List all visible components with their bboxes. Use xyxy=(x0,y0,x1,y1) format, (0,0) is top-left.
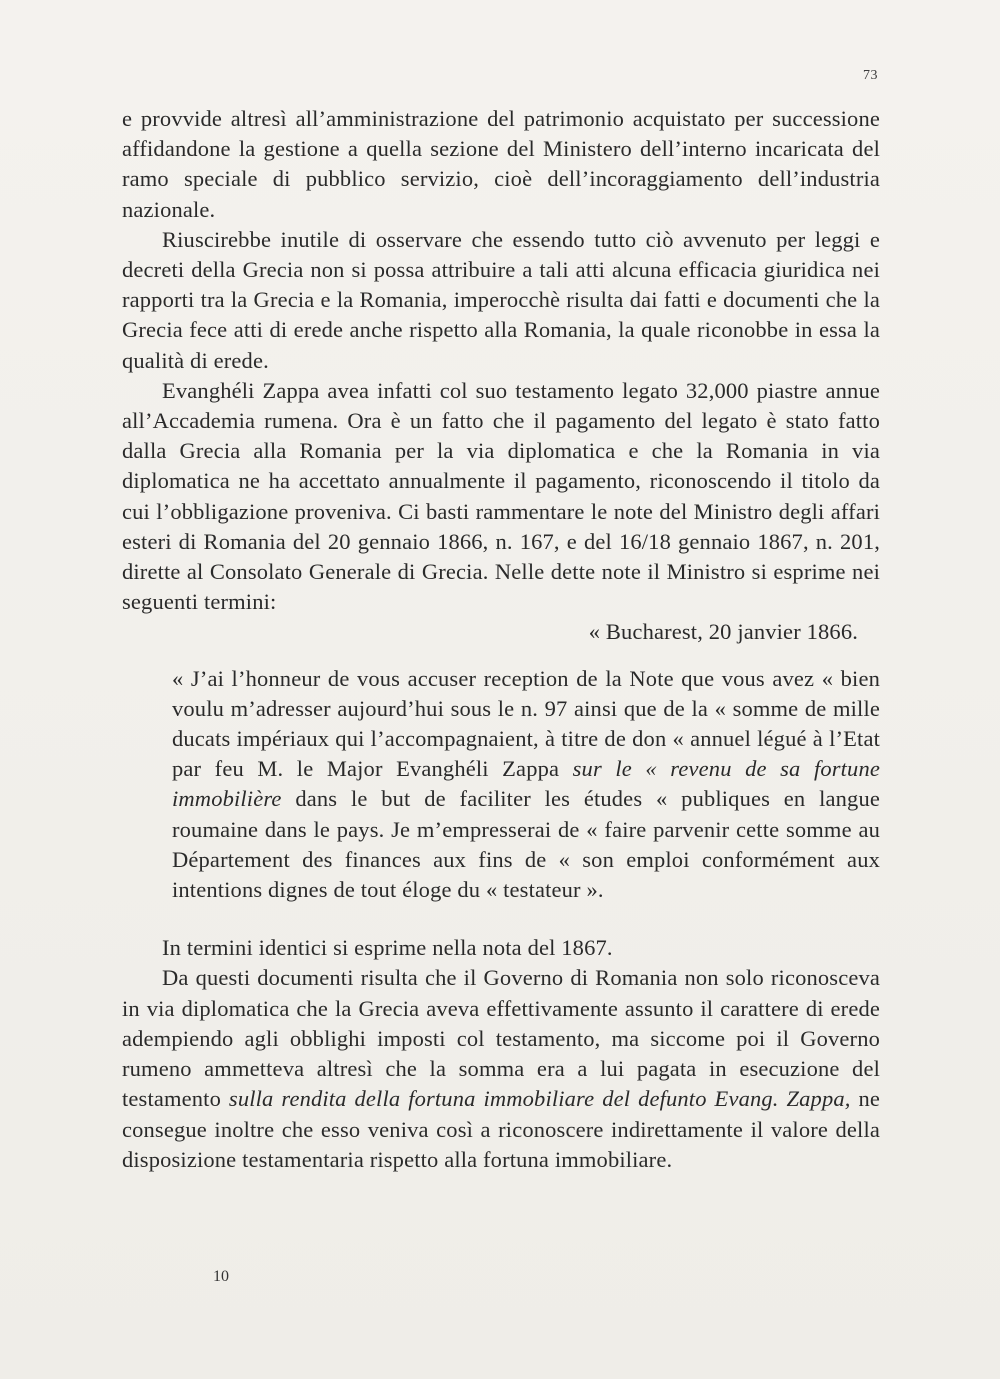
paragraph-4: In termini identici si esprime nella nota del 1867. xyxy=(162,935,613,961)
closing-section xyxy=(122,933,880,1175)
paragraph-5-part-2: ne consegue inoltre che esso veniva così a riconoscere indirettamente il valore della disposizione testamentaria rispetto alla fortuna immobiliare. xyxy=(122,1086,881,1172)
quote-text-part-1: « J’ai l’honneur de vous accuser reception de la Note que vous avez « bien voulu m’adresser aujourd’hui sous le n. 97 ainsi que de la « somme de mille ducats impériaux qui l’accompagnaient, à titre de don « annuel légué à l’Etat par feu M. le Major Evanghéli Zappa xyxy=(172,665,880,782)
page-number: 73 xyxy=(863,68,878,83)
quote-date-line: « Bucharest, 20 janvier 1866. xyxy=(588,619,858,645)
body-text xyxy=(122,104,880,1175)
paragraph-2: Riuscirebbe inutile di osservare che essendo tutto ciò avvenuto per leggi e decreti della Grecia non si possa attribuire a tali atti alcuna efficacia giuridica nei rapporti tra la Grecia e la Romania, imperocchè risulta dai fatti e documenti che la Grecia fece atti di erede anche rispetto alla Romania, la quale riconobbe in essa la qualità di erede. xyxy=(122,226,880,373)
quote-paragraph xyxy=(122,664,880,906)
paragraph-1: e provvide altresì all’amministrazione del patrimonio acquistato per successione affidandone la gestione a quella sezione del Ministero dell’interno incaricata del ramo speciale di pubblico servizio, cioè dell’incoraggiamento dell’industria nazionale. xyxy=(122,106,880,222)
quote-text-part-2: dans le but de faciliter les études « publiques en langue roumaine dans le pays. Je m’empresserai de « faire parvenir cette somme au Département des finances aux fins de « son emploi conformément aux intentions dignes de tout éloge du « testateur ». xyxy=(172,786,880,903)
quoted-note xyxy=(122,664,880,906)
signature-mark: 10 xyxy=(213,1268,229,1285)
paragraph-3: Evanghéli Zappa avea infatti col suo testamento legato 32,000 piastre annue all’Accademia rumena. Ora è un fatto che il pagamento del legato è stato fatto dalla Grecia alla Romania per la via diplomatica e che la Romania in via diplomatica ne ha accettato annualmente il pagamento, riconoscendo il titolo da cui l’obbligazione proveniva. Ci basti rammentare le note del Ministro degli affari esteri di Romania del 20 gennaio 1866, n. 167, e del 16/18 gennaio 1867, n. 201, dirette al Consolato Generale di Grecia. Nelle dette note il Ministro si esprime nei seguenti termini: xyxy=(122,377,880,615)
paragraph-5-part-1: Da questi documenti risulta che il Governo di Romania non solo riconosceva in via diplomatica che la Grecia aveva effettivamente assunto il carattere di erede adempiendo agli obblighi imposti col testamento, ma siccome poi il Governo rumeno ammetteva altresì che la somma era a lui pagata in esecuzione del testamento xyxy=(122,965,880,1112)
quote-italic-text: sur le « revenu de sa fortune immobilière xyxy=(172,756,880,812)
paragraph-5-italic: sulla rendita della fortuna immobiliare del defunto Evang. Zappa, xyxy=(228,1086,851,1112)
paragraph-5 xyxy=(122,963,880,1174)
